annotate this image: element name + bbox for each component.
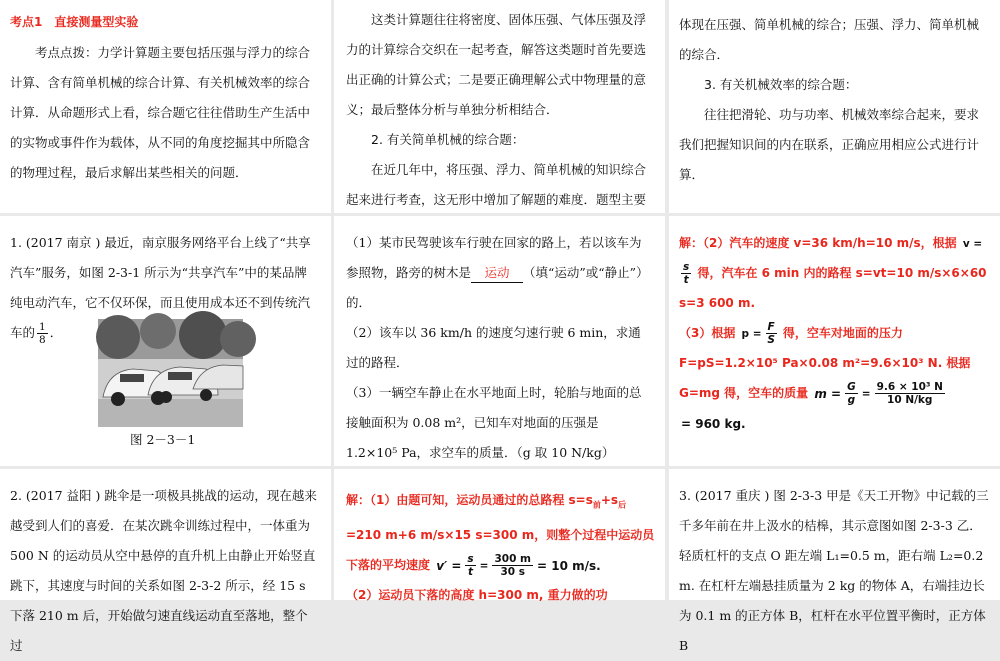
formula-mass: m =	[814, 386, 842, 401]
efficiency-text: 往往把滑轮、功与功率、机械效率综合起来，要求我们把握知识间的内在联系，正确应用相应公式进行计算．	[679, 107, 980, 182]
solution-2-part-2: （2）运动员下落的高度 h=300 m, 重力做的功	[346, 588, 608, 603]
car-photo	[98, 319, 243, 427]
question-1-part-3: （3）一辆空车静止在水平地面上时，轮胎与地面的总接触面积为 0.08 m²，已知车对地面的压强是 1.2×10⁵ Pa，求空车的质量．（g 取 10 N/kg）	[346, 385, 642, 460]
question-1-part-2: （2）该车以 36 km/h 的速度匀速行驶 6 min，求通过的路程．	[346, 325, 641, 370]
panel-question-1	[0, 216, 331, 466]
combined-types-text: 体现在压强、简单机械的综合；压强、浮力、简单机械的综合．	[679, 17, 980, 62]
calc-types-text: 这类计算题往往将密度、固体压强、气体压强及浮力的计算综合交织在一起考查，解答这类题时首先要选出正确的计算公式；二是要正确理解公式中物理量的意义；最后整体分析与单独分析相结合．	[346, 12, 647, 117]
panel-question-3	[669, 469, 1000, 653]
figure-caption: 图 2－3－1	[130, 432, 196, 447]
topic-intro-text: 考点点拨：力学计算题主要包括压强与浮力的综合计算、含有简单机械的综合计算、有关机械效率的综合计算．从命题形式上看，综合题它往往借助生产生活中的实物或事件作为载体，从不同的角度挖掘其中所隐含的物理过程，最后求解出某些相关的问题．	[10, 45, 311, 180]
subheading-efficiency: 3. 有关机械效率的综合题：	[704, 77, 858, 92]
fraction-one-eighth: $\frac{1}{8}$	[39, 321, 46, 346]
question-2-text: 2. (2017 益阳 ) 跳伞是一项极具挑战的运动，现在越来越受到人们的喜爱．在某次跳伞训练过程中，一体重为 500 N 的运动员从空中悬停的直升机上由静止开始竖直跳下，其速度与时间的关系如图 2-3-2 所示，经 15 s 下落 210 m 后，开始做匀速直线运动直至落地，整个过	[10, 488, 317, 653]
panel-solution-2	[334, 469, 665, 603]
question-1-text: 1. (2017 南京 ) 最近，南京服务网络平台上线了“共享汽车”服务，如图 2-3-1 所示为“共享汽车”中的某品牌纯电动汽车，它不仅环保，而且使用成本还不到传统汽车的 $\frac{1}{8}$ ．	[10, 235, 311, 346]
panel-solution-1	[669, 216, 1000, 466]
panel-topic-intro	[0, 0, 331, 213]
question-1-body: 1. (2017 南京 ) 最近，南京服务网络平台上线了“共享汽车”服务，如图 2-3-1 所示为“共享汽车”中的某品牌纯电动汽车，它不仅环保，而且使用成本还不到传统汽车的	[10, 235, 311, 340]
subheading-simple-machines: 2. 有关简单机械的综合题：	[371, 132, 525, 147]
formula-pressure: p =	[741, 327, 762, 340]
topic-heading: 考点1 直接测量型实验	[10, 15, 139, 29]
panel-topic-continued	[334, 0, 665, 213]
panel-question-2	[0, 469, 331, 653]
solution-1-part-2: 解：（2）汽车的速度 v=36 km/h=10 m/s，根据 v = $\frac{s}{t}$ 得，汽车在 6 min 内的路程 s=vt=10 m/s×6×60 s=3 600 m.	[679, 236, 987, 310]
answer-blank-motion: 运动	[471, 264, 523, 283]
panel-topic-efficiency	[669, 0, 1000, 213]
solution-1-part-3: （3）根据 p = $\frac{F}{S}$ 得，空车对地面的压力 F=pS=1.2×10⁵ Pa×0.08 m²=9.6×10³ N. 根据 G=mg 得，空车的质量 m = $\frac{G}{g}$ = $\frac{\text{9.6 × 10³ N}}{10 N/kg}$ = 960 kg.	[679, 321, 971, 431]
question-1-part-1: （1）某市民驾驶该车行驶在回家的路上，若以该车为参照物，路旁的树木是 运动 （填“运动”或“静止”）的．	[346, 235, 649, 310]
question-3-text: 3. (2017 重庆 ) 图 2-3-3 甲是《天工开物》中记载的三千多年前在井上汲水的桔槔，其示意图如图 2-3-3 乙．轻质杠杆的支点 O 距左端 L₁=0.5 m，距右端 L₂=0.2 m. 在杠杆左端悬挂质量为 2 kg 的物体 A，右端挂边长为 0.1 m 的正方体 B，杠杆在水平位置平衡时，正方体 B	[679, 488, 989, 653]
solution-2-part-1: 解：（1）由题可知，运动员通过的总路程 $s=s_前+s_后=210$ m+6 m/s×15 s=300 m，则整个过程中运动员下落的平均速度 v′ = $\frac{s}{t}$ = $\frac{300 m}{30 s}$ = 10 m/s.	[346, 493, 655, 579]
formula-velocity: v =	[962, 237, 983, 250]
simple-machines-text: 在近几年中，将压强、浮力、简单机械的知识综合起来进行考查，这无形中增加了解题的难度．题型主要	[346, 162, 647, 207]
panel-question-1-parts	[334, 216, 665, 466]
formula-average-velocity: v′ =	[436, 558, 462, 573]
